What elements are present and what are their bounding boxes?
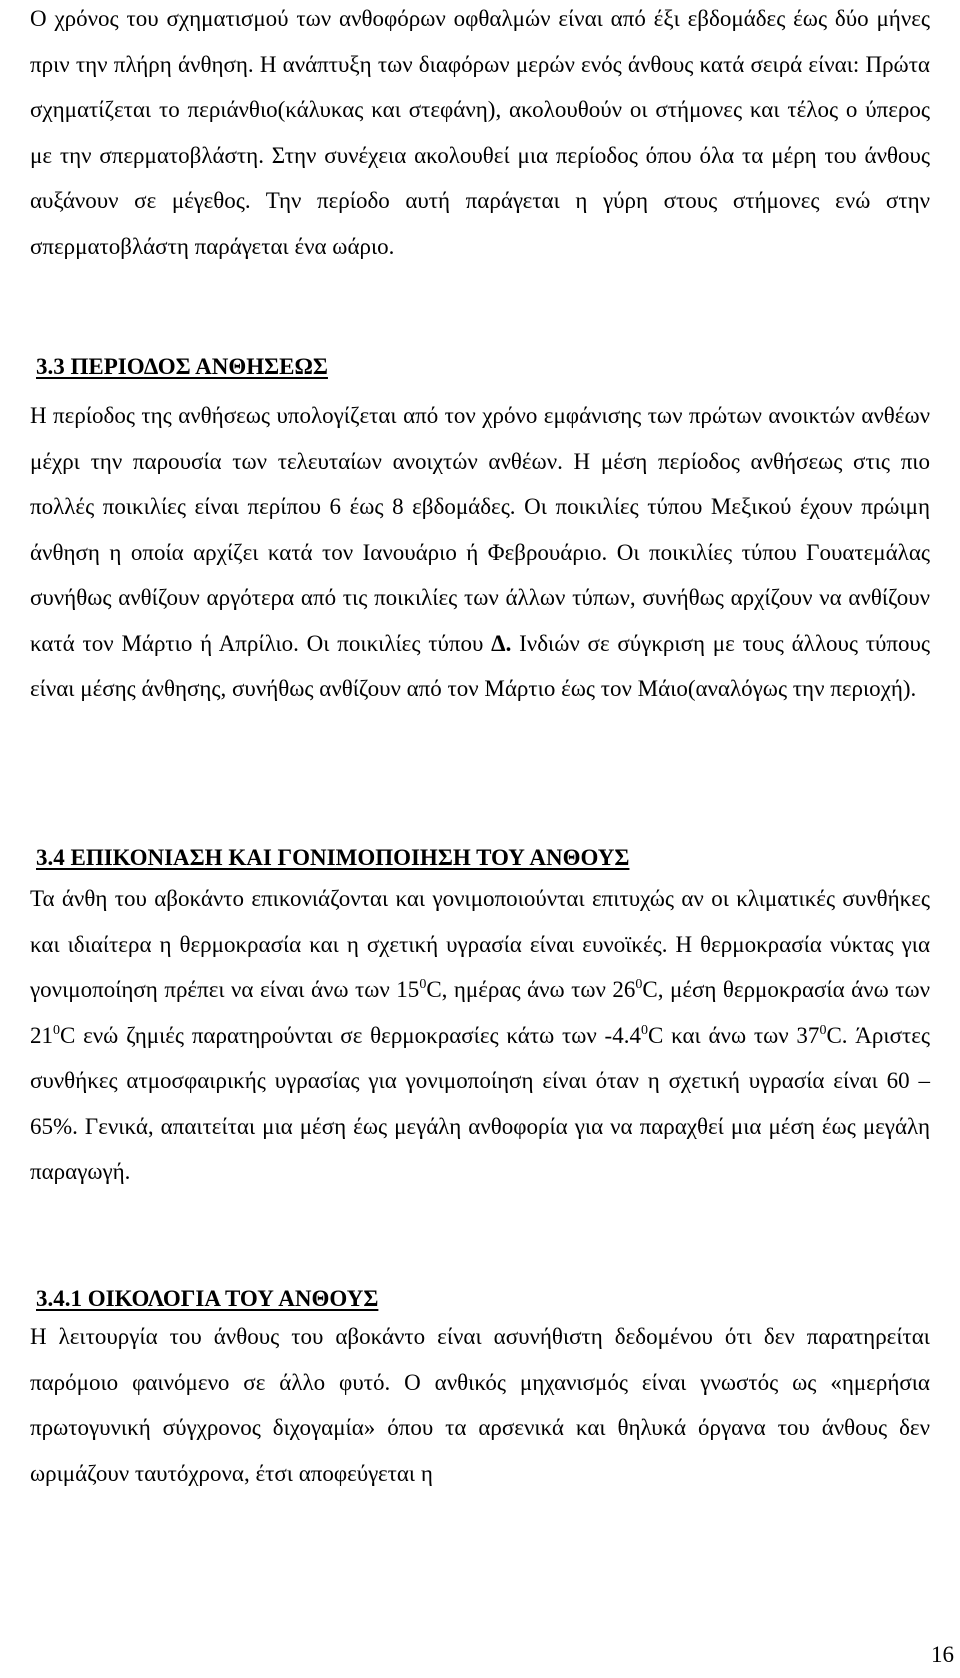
section-3-4-text-b: C, ημέρας άνω των 26 xyxy=(426,977,636,1002)
section-3-4-1-heading: 3.4.1 ΟΙΚΟΛΟΓΙΑ ΤΟΥ ΑΝΘΟΥΣ xyxy=(36,1286,379,1311)
degree-superscript: 0 xyxy=(819,1022,827,1038)
section-3-4-paragraph xyxy=(30,876,930,1195)
section-3-4-1-paragraph: Η λειτουργία του άνθους του αβοκάντο είναι ασυνήθιστη δεδομένου ότι δεν παρατηρείται παρόμοιο φαινόμενο σε άλλο φυτό. Ο ανθικός μηχανισμός είναι γνωστός ως «ημερήσια πρωτογυνική σύγχρονος διχογαμία» όπου τα αρσενικά και θηλυκά όργανα του άνθους δεν ωριμάζουν ταυτόχρονα, έτσι αποφεύγεται η xyxy=(30,1324,930,1486)
degree-superscript: 0 xyxy=(53,1022,60,1038)
section-3-3-paragraph xyxy=(30,393,930,712)
section-3-3-text: Η περίοδος της ανθήσεως υπολογίζεται από τον χρόνο εμφάνισης των πρώτων ανοικτών ανθέων μέχρι την παρουσία των τελευταίων ανοιχτών ανθέων. Η μέση περίοδος ανθήσεως στις πιο πολλές ποικιλίες είναι περίπου 6 έως 8 εβδομάδες. Οι ποικιλίες τύπου Μεξικού έχουν πρώιμη άνθηση η οποία αρχίζει κατά τον Ιανουάριο ή Φεβρουάριο. Οι ποικιλίες τύπου Γουατεμάλας συνήθως ανθίζουν αργότερα από τις ποικιλίες των άλλων τύπων, συνήθως αρχίζουν να ανθίζουν κατά τον Μάρτιο ή Απρίλιο. Οι ποικιλίες τύπου xyxy=(30,403,930,656)
section-3-4-text-a: Τα άνθη του αβοκάντο επικονιάζονται και γονιμοποιούνται επιτυχώς αν οι κλιματικές συνθήκες και ιδιαίτερα η θερμοκρασία και η σχετική υγρασία είναι ευνοϊκές. Η θερμοκρασία νύκτας για γονιμοποίηση πρέπει να είναι άνω των 15 xyxy=(30,886,930,1002)
degree-superscript: 0 xyxy=(419,977,427,992)
section-3-4-heading: 3.4 ΕΠΙΚΟΝΙΑΣΗ ΚΑΙ ΓΟΝΙΜΟΠΟΙΗΣΗ ΤΟΥ ΑΝΘΟΥΣ xyxy=(36,845,630,870)
paragraph-flowering-time: Ο χρόνος του σχηματισμού των ανθοφόρων οφθαλμών είναι από έξι εβδομάδες έως δύο μήνες πριν την πλήρη άνθηση. Η ανάπτυξη των διαφόρων μερών ενός άνθους κατά σειρά είναι: Πρώτα σχηματίζεται το περιάνθιο(κάλυκας και στεφάνη), ακολουθούν οι στήμονες και τέλος ο ύπερος με την σπερματοβλάστη. Στην συνέχεια ακολουθεί μια περίοδος όπου όλα τα μέρη του άνθους αυξάνουν σε μέγεθος. Την περίοδο αυτή παράγεται η γύρη στους στήμονες ενώ στην σπερματοβλάστη παράγεται ένα ωάριο. xyxy=(30,6,930,259)
degree-superscript: 0 xyxy=(635,977,643,992)
degree-superscript: 0 xyxy=(640,1022,648,1038)
section-3-3-text-end: Ινδιών σε σύγκριση με τους άλλους τύπους είναι μέσης άνθησης, συνήθως ανθίζουν από τον Μάρτιο έως τον Μάιο(αναλόγως την περιοχή). xyxy=(30,630,930,701)
section-3-4-text-c: C, μέση θερμοκρασία άνω των 21 xyxy=(30,977,930,1048)
section-3-3-bold-text: Δ. xyxy=(491,630,512,656)
section-3-4-text-f: C. Άριστες συνθήκες ατμοσφαιρικής υγρασίας για γονιμοποίηση είναι όταν η σχετική υγρασία είναι 60 – 65%. Γενικά, απαιτείται μια μέση έως μεγάλη ανθοφορία για να παραχθεί μια μέση έως μεγάλη παραγωγή. xyxy=(30,1022,930,1184)
page-number: 16 xyxy=(931,1642,954,1667)
section-3-4-text-e: C και άνω των 37 xyxy=(647,1022,820,1048)
section-3-3-heading: 3.3 ΠΕΡΙΟΔΟΣ ΑΝΘΗΣΕΩΣ xyxy=(36,354,328,379)
section-3-4-text-d: C ενώ ζημιές παρατηρούνται σε θερμοκρασίες κάτω των -4.4 xyxy=(60,1022,641,1048)
